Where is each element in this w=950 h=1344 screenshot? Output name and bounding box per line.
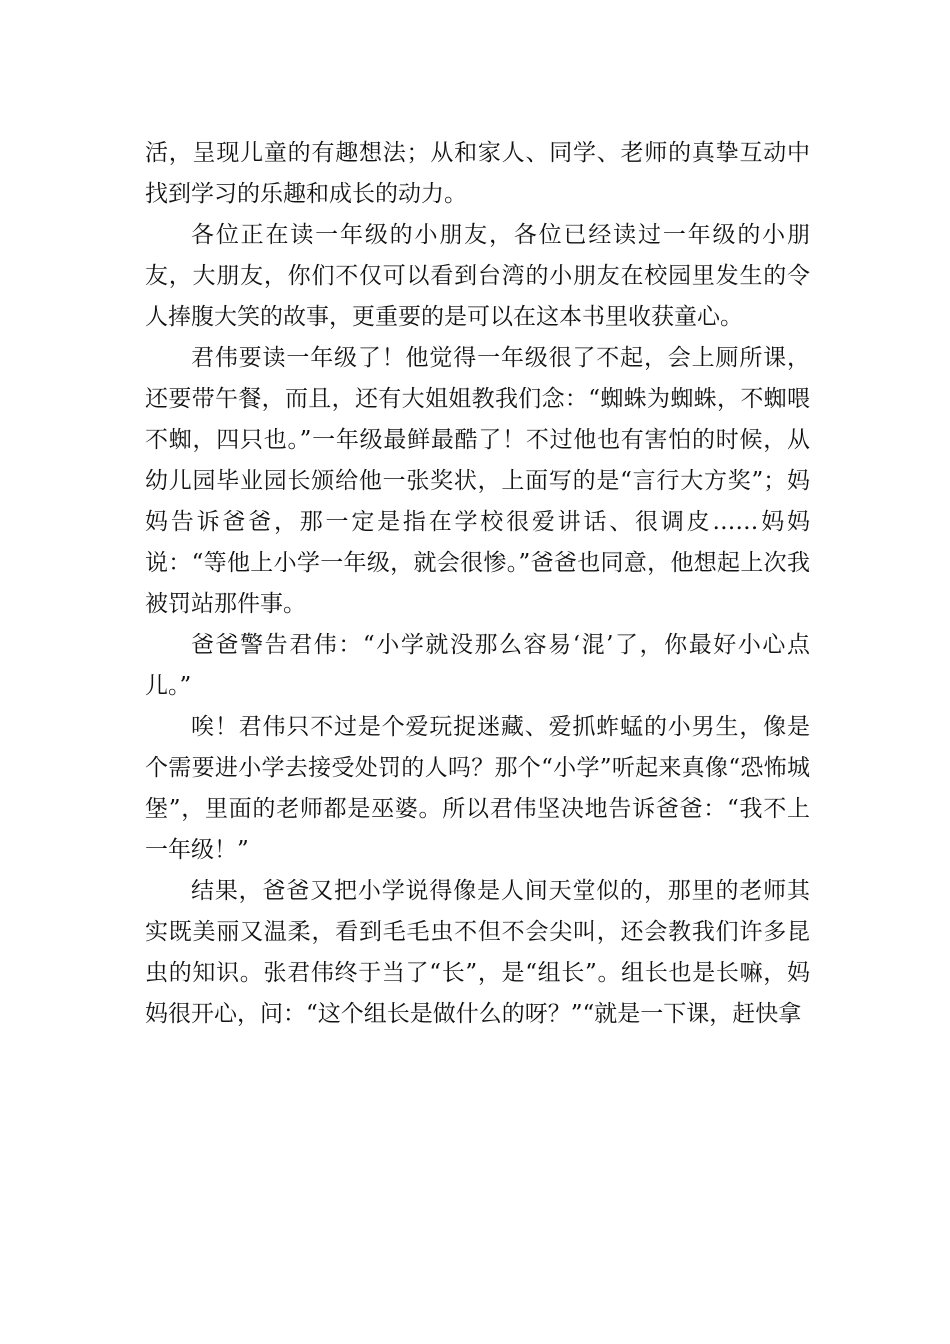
paragraph-6: 结果，爸爸又把小学说得像是人间天堂似的，那里的老师其实既美丽又温柔，看到毛毛虫不但不会尖叫，还会教我们许多昆虫的知识。张君伟终于当了“长”，是“组长”。组长也是长嘛，妈妈很开心，问：“这个组长是做什么的呀？”“就是一下课，赶快拿 <box>145 878 810 1027</box>
paragraph-5: 唉！君伟只不过是个爱玩捉迷藏、爱抓蚱蜢的小男生，像是个需要进小学去接受处罚的人吗？那个“小学”听起来真像“恐怖城堡”，里面的老师都是巫婆。所以君伟坚决地告诉爸爸：“我不上一年级！” <box>145 714 810 863</box>
document-body <box>145 133 810 1035</box>
paragraph-1: 活，呈现儿童的有趣想法；从和家人、同学、老师的真挚互动中找到学习的乐趣和成长的动力。 <box>145 140 810 207</box>
paragraph-4: 爸爸警告君伟：“小学就没那么容易‘混’了，你最好小心点儿。” <box>145 632 810 699</box>
paragraph-3: 君伟要读一年级了！他觉得一年级很了不起，会上厕所课，还要带午餐，而且，还有大姐姐教我们念：“蜘蛛为蜘蛛，不蜘喂不蜘，四只也。”一年级最鲜最酷了！不过他也有害怕的时候，从幼儿园毕业园长颁给他一张奖状，上面写的是“言行大方奖”；妈妈告诉爸爸，那一定是指在学校很爱讲话、很调皮……妈妈说：“等他上小学一年级，就会很惨。”爸爸也同意，他想起上次我被罚站那件事。 <box>145 345 810 617</box>
paragraph-2: 各位正在读一年级的小朋友，各位已经读过一年级的小朋友，大朋友，你们不仅可以看到台湾的小朋友在校园里发生的令人捧腹大笑的故事，更重要的是可以在这本书里收获童心。 <box>145 222 810 330</box>
